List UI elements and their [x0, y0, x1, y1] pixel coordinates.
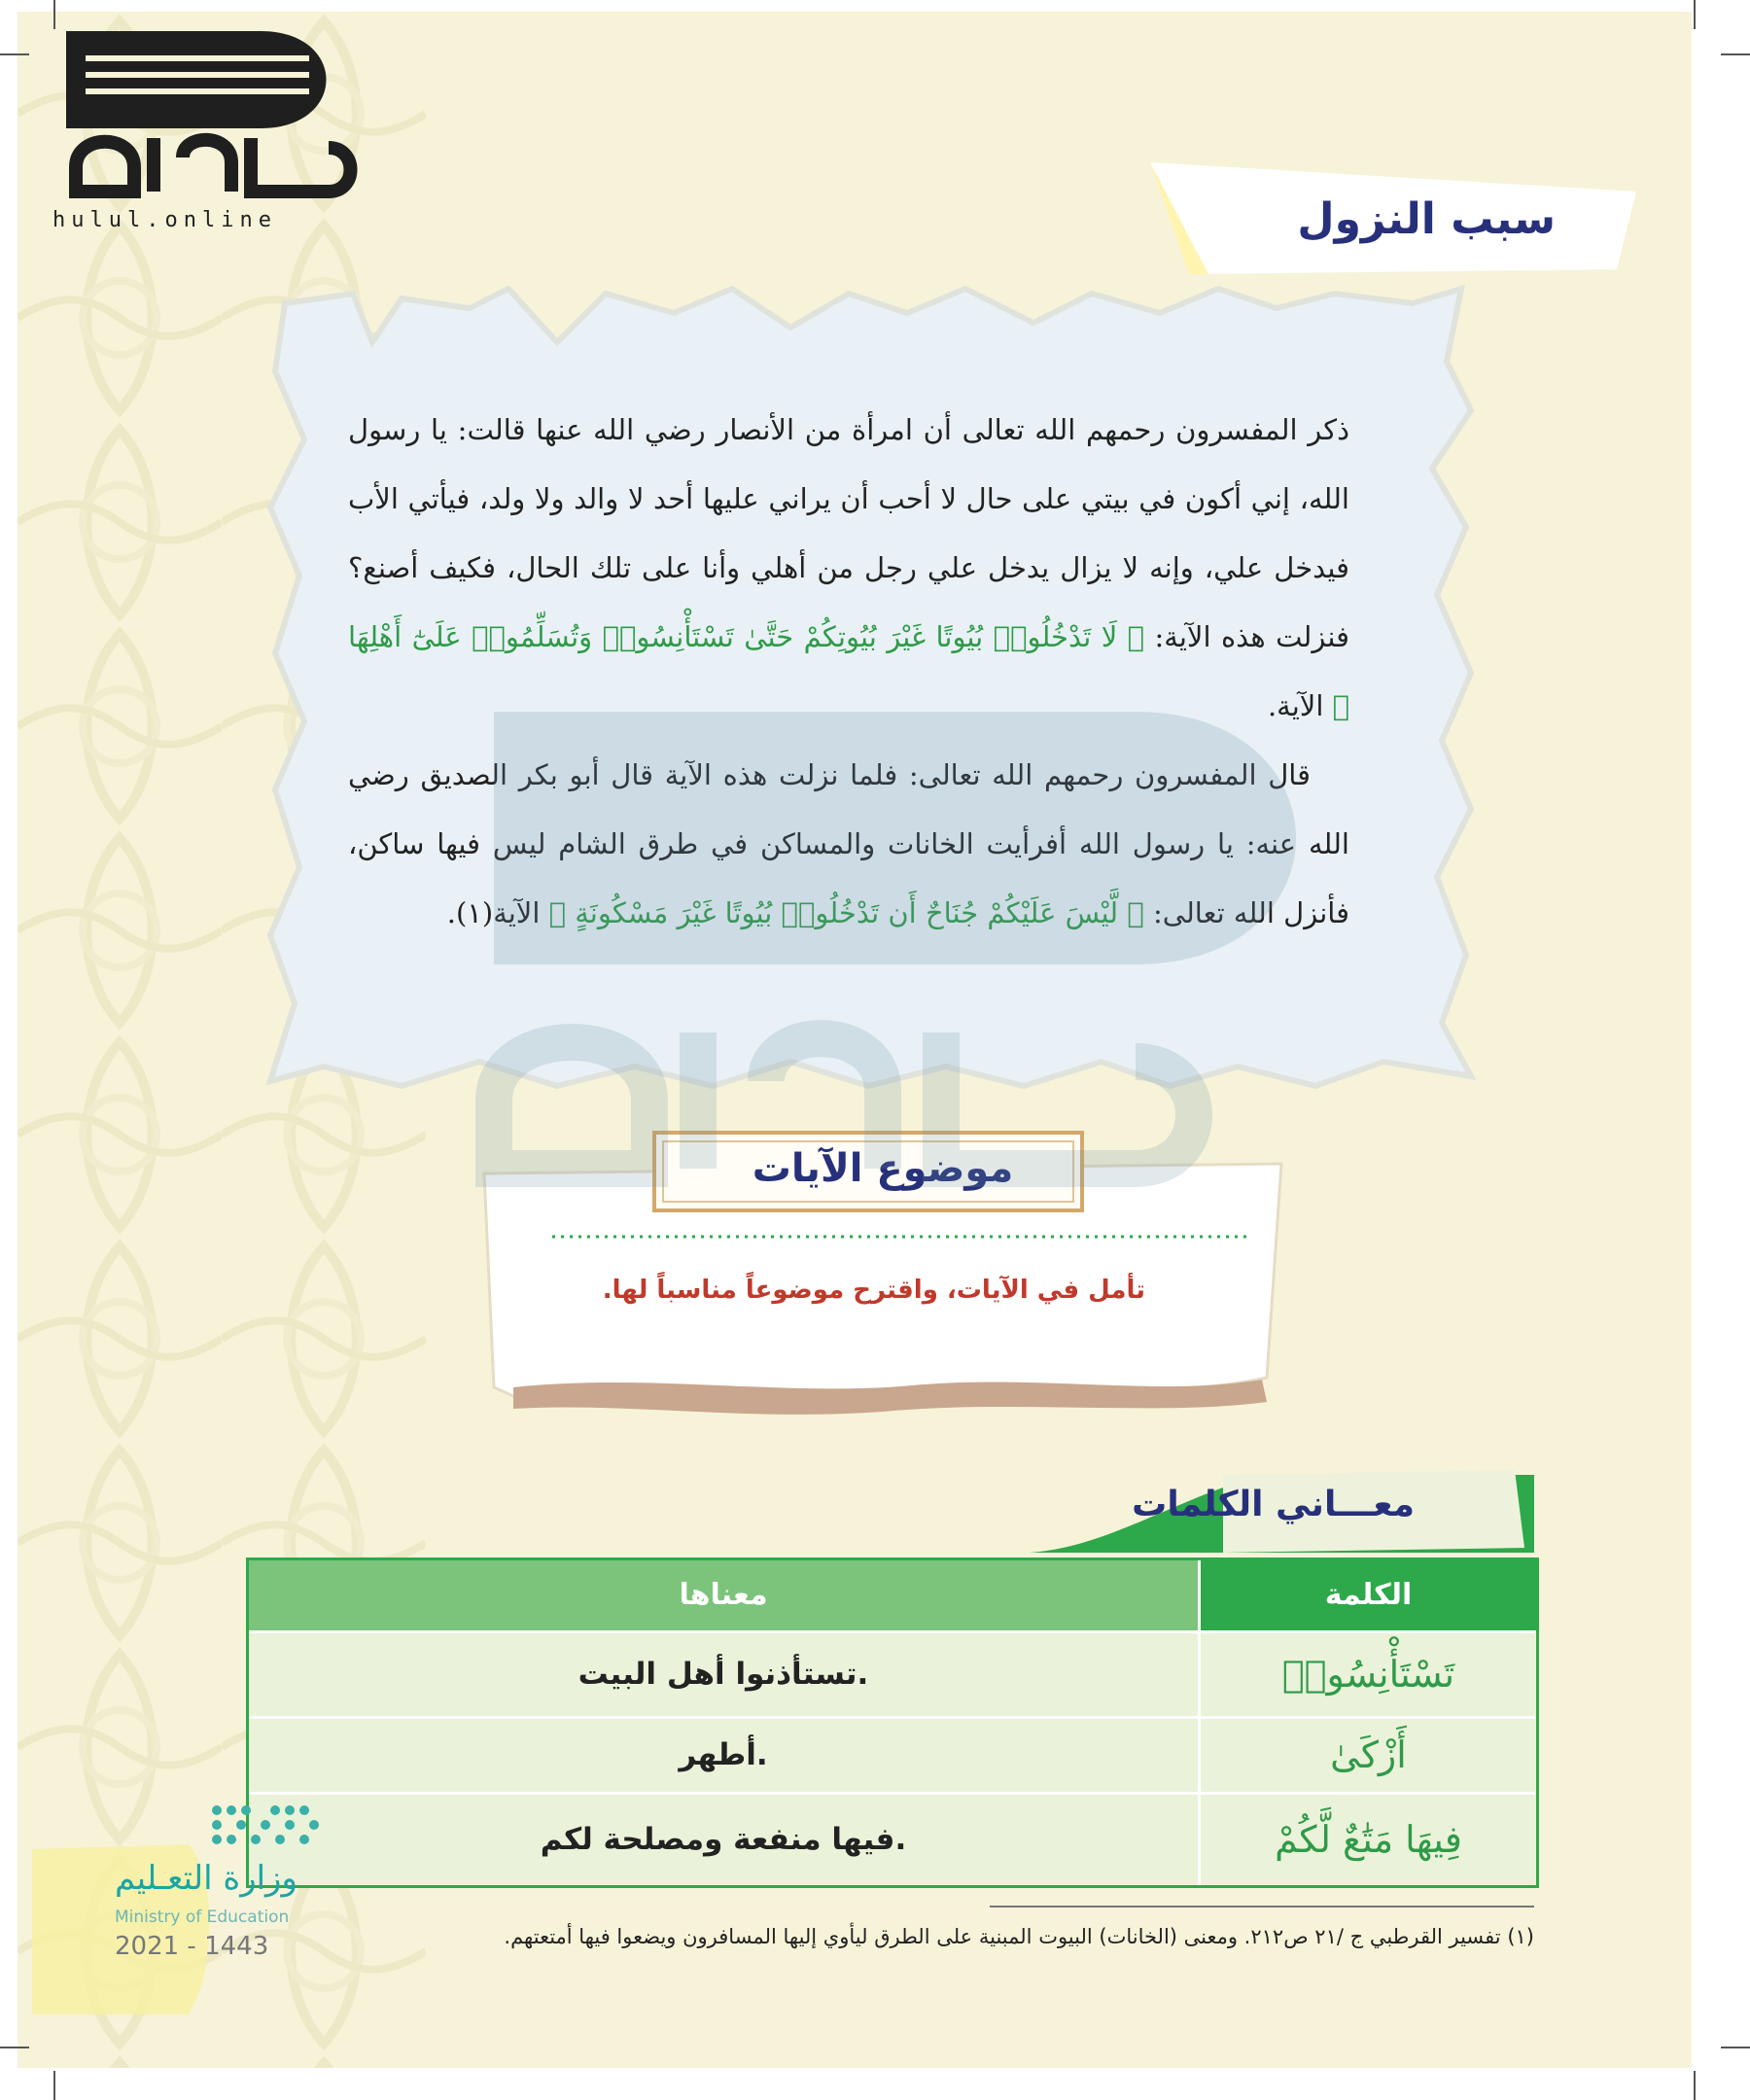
table-row — [249, 1633, 1536, 1716]
ministry-year: 2021 - 1443 — [115, 1932, 269, 1961]
vocab-word: أَزْكَىٰ — [1198, 1719, 1536, 1792]
vocab-meaning: تستأذنوا أهل البيت. — [578, 1657, 869, 1692]
table-row — [249, 1719, 1536, 1792]
watermark-logo — [455, 712, 1388, 1412]
header-word: الكلمة — [1198, 1560, 1536, 1630]
logo-latin: hulul.online — [52, 208, 277, 232]
ministry-arabic: وزارة التعـليم — [115, 1859, 298, 1898]
table-header-row — [249, 1560, 1536, 1630]
topic-title: موضوع الآيات — [752, 1146, 1014, 1191]
vocab-word: فِيهَا مَتَٰعٌ لَّكُمْ — [1198, 1795, 1536, 1885]
after-verse-1: الآية. — [1267, 689, 1324, 722]
crop-mark — [53, 0, 55, 29]
vocab-meaning: فيها منفعة ومصلحة لكم. — [540, 1822, 907, 1857]
page — [18, 12, 1692, 2068]
topic-instruction: تأمل في الآيات، واقترح موضوعاً مناسباً لها. — [602, 1276, 1145, 1305]
footnote: (١) تفسير القرطبي ج /٢١ ص٢١٢. ومعنى (الخانات) البيوت المبنية على الطرق ليأوي إليها المسافرون ويضعوا فيها أمتعتهم. — [504, 1925, 1534, 1948]
section-title: سبب النزول — [1297, 194, 1556, 244]
footnote-separator — [990, 1906, 1534, 1908]
vocabulary-table — [246, 1558, 1539, 1888]
vocabulary-title: معـــاني الكلمات — [1132, 1485, 1415, 1524]
crop-mark — [1721, 2047, 1750, 2048]
crop-mark — [0, 53, 29, 55]
vocab-word: تَسْتَأْنِسُوا۟ — [1198, 1633, 1536, 1716]
ministry-badge — [32, 1791, 343, 2014]
crop-mark — [1721, 53, 1750, 55]
crop-mark — [53, 2071, 55, 2100]
verse-1: ﴿ لَا تَدْخُلُوا۟ بُيُوتًا غَيْرَ بُيُوتِكُمْ حَتَّىٰ تَسْتَأْنِسُوا۟ وَتُسَلِّمُوا۟ عَلَىٰٓ أَهْلِهَا ﴾ — [348, 620, 1349, 722]
crop-mark — [1694, 2071, 1696, 2100]
header-meaning: معناها — [249, 1560, 1198, 1630]
verse-2: ﴿ لَّيْسَ عَلَيْكُمْ جُنَاحٌ أَن تَدْخُلُوا۟ بُيُوتًا غَيْرَ مَسْكُونَةٍ ﴾ — [548, 896, 1144, 929]
revelation-paragraph-1: ذكر المفسرون رحمهم الله تعالى أن امرأة من الأنصار رضي الله عنها قالت: يا رسول الله، إني أكون في بيتي على حال لا أحب أن يراني عليها أحد لا والد ولا ولد، فيأتي الأب فيدخل علي، وإنه لا يزال يدخل علي رجل من أهلي وأنا على تلك الحال، فكيف أصنع؟ فنزلت هذه الآية: — [348, 413, 1350, 653]
vocab-meaning: أطهر. — [679, 1737, 768, 1772]
revelation-paragraph-2: قال المفسرون رحمهم الله تعالى: فلما نزلت هذه الآية قال أبو بكر الصديق رضي الله عنه: يا رسول الله أفرأيت الخانات والمساكن في طرق الشام ليس فيها ساكن، فأنزل الله تعالى: — [348, 758, 1349, 929]
ministry-english: Ministry of Education — [115, 1908, 290, 1927]
crop-mark — [0, 2047, 29, 2048]
after-verse-2: الآية(١). — [446, 896, 541, 929]
crop-mark — [1694, 0, 1696, 29]
table-row — [249, 1795, 1536, 1885]
